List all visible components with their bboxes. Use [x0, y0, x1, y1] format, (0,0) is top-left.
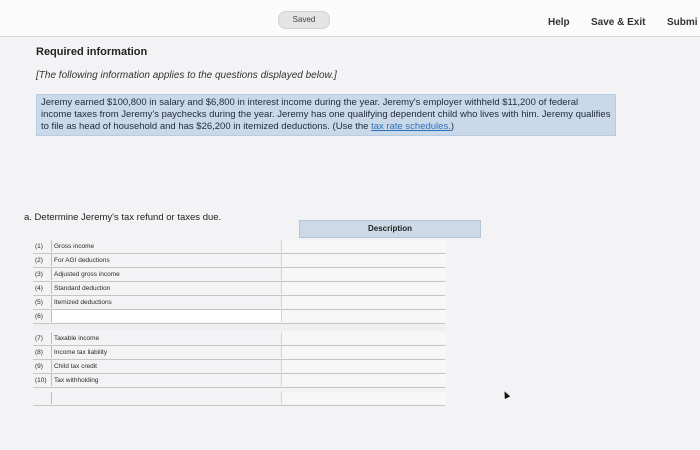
row-label-dropdown[interactable]: Gross income: [51, 240, 284, 252]
scenario-text: Jeremy earned $100,800 in salary and $6,800 in interest income during the year. Jeremy's employer withheld $11,200 of federal income taxes from Jeremy's paychecks during the year. Jeremy has one qualifying dependent child who lives with him. Jeremy qualifies to file as head of household and has $26,200 in itemized deductions. (Use the: [41, 97, 611, 132]
help-button[interactable]: Help: [548, 17, 570, 28]
amount-input[interactable]: [281, 346, 446, 358]
row-number: (4): [35, 285, 43, 292]
table-row: [33, 360, 445, 374]
row-label-dropdown[interactable]: Itemized deductions: [51, 296, 284, 308]
amount-input[interactable]: [281, 310, 446, 322]
row-label-dropdown[interactable]: For AGI deductions: [51, 254, 284, 266]
table-row: [33, 346, 445, 360]
description-header: Description: [299, 220, 481, 238]
scenario-box: [36, 94, 616, 136]
mouse-cursor-icon: [502, 390, 510, 399]
table-row: [33, 296, 445, 310]
amount-input[interactable]: [281, 392, 446, 404]
amount-input[interactable]: [281, 332, 446, 344]
amount-input[interactable]: [281, 268, 446, 280]
row-spacer: [33, 324, 445, 330]
amount-input[interactable]: [281, 254, 446, 266]
row-label-dropdown[interactable]: Child tax credit: [51, 360, 284, 372]
save-exit-button[interactable]: Save & Exit: [591, 17, 646, 28]
row-label-dropdown[interactable]: Adjusted gross income: [51, 268, 284, 280]
row-label-dropdown[interactable]: Standard deduction: [51, 282, 284, 294]
tax-rate-schedules-link[interactable]: tax rate schedules.: [371, 121, 451, 132]
row-number: (1): [35, 243, 43, 250]
row-number: (3): [35, 271, 43, 278]
row-number: (2): [35, 257, 43, 264]
row-label-dropdown[interactable]: [51, 310, 284, 322]
row-label-dropdown[interactable]: Income tax liability: [51, 346, 284, 358]
amount-input[interactable]: [281, 296, 446, 308]
submit-button[interactable]: Submi: [667, 17, 698, 28]
top-bar: [0, 0, 700, 37]
row-number: (7): [35, 335, 43, 342]
table-row: [33, 282, 445, 296]
amount-input[interactable]: [281, 374, 446, 386]
table-row: [33, 240, 445, 254]
row-number: (8): [35, 349, 43, 356]
row-label-dropdown[interactable]: Tax withholding: [51, 374, 284, 386]
amount-input[interactable]: [281, 282, 446, 294]
row-number: (10): [35, 377, 47, 384]
table-row: [33, 332, 445, 346]
required-info-title: Required information: [36, 46, 148, 58]
row-number: (9): [35, 363, 43, 370]
row-label-dropdown[interactable]: Taxable income: [51, 332, 284, 344]
saved-status: Saved: [278, 11, 330, 29]
row-label-dropdown[interactable]: [51, 392, 284, 404]
row-number: (6): [35, 313, 43, 320]
amount-input[interactable]: [281, 360, 446, 372]
table-row: [33, 392, 445, 406]
question-a: a. Determine Jeremy's tax refund or taxes due.: [24, 212, 222, 223]
table-row: [33, 374, 445, 388]
row-number: (5): [35, 299, 43, 306]
table-row: [33, 254, 445, 268]
table-row: [33, 268, 445, 282]
table-row: [33, 310, 445, 324]
info-note: [The following information applies to the questions displayed below.]: [36, 70, 337, 81]
scenario-end: ): [450, 121, 455, 132]
amount-input[interactable]: [281, 240, 446, 252]
